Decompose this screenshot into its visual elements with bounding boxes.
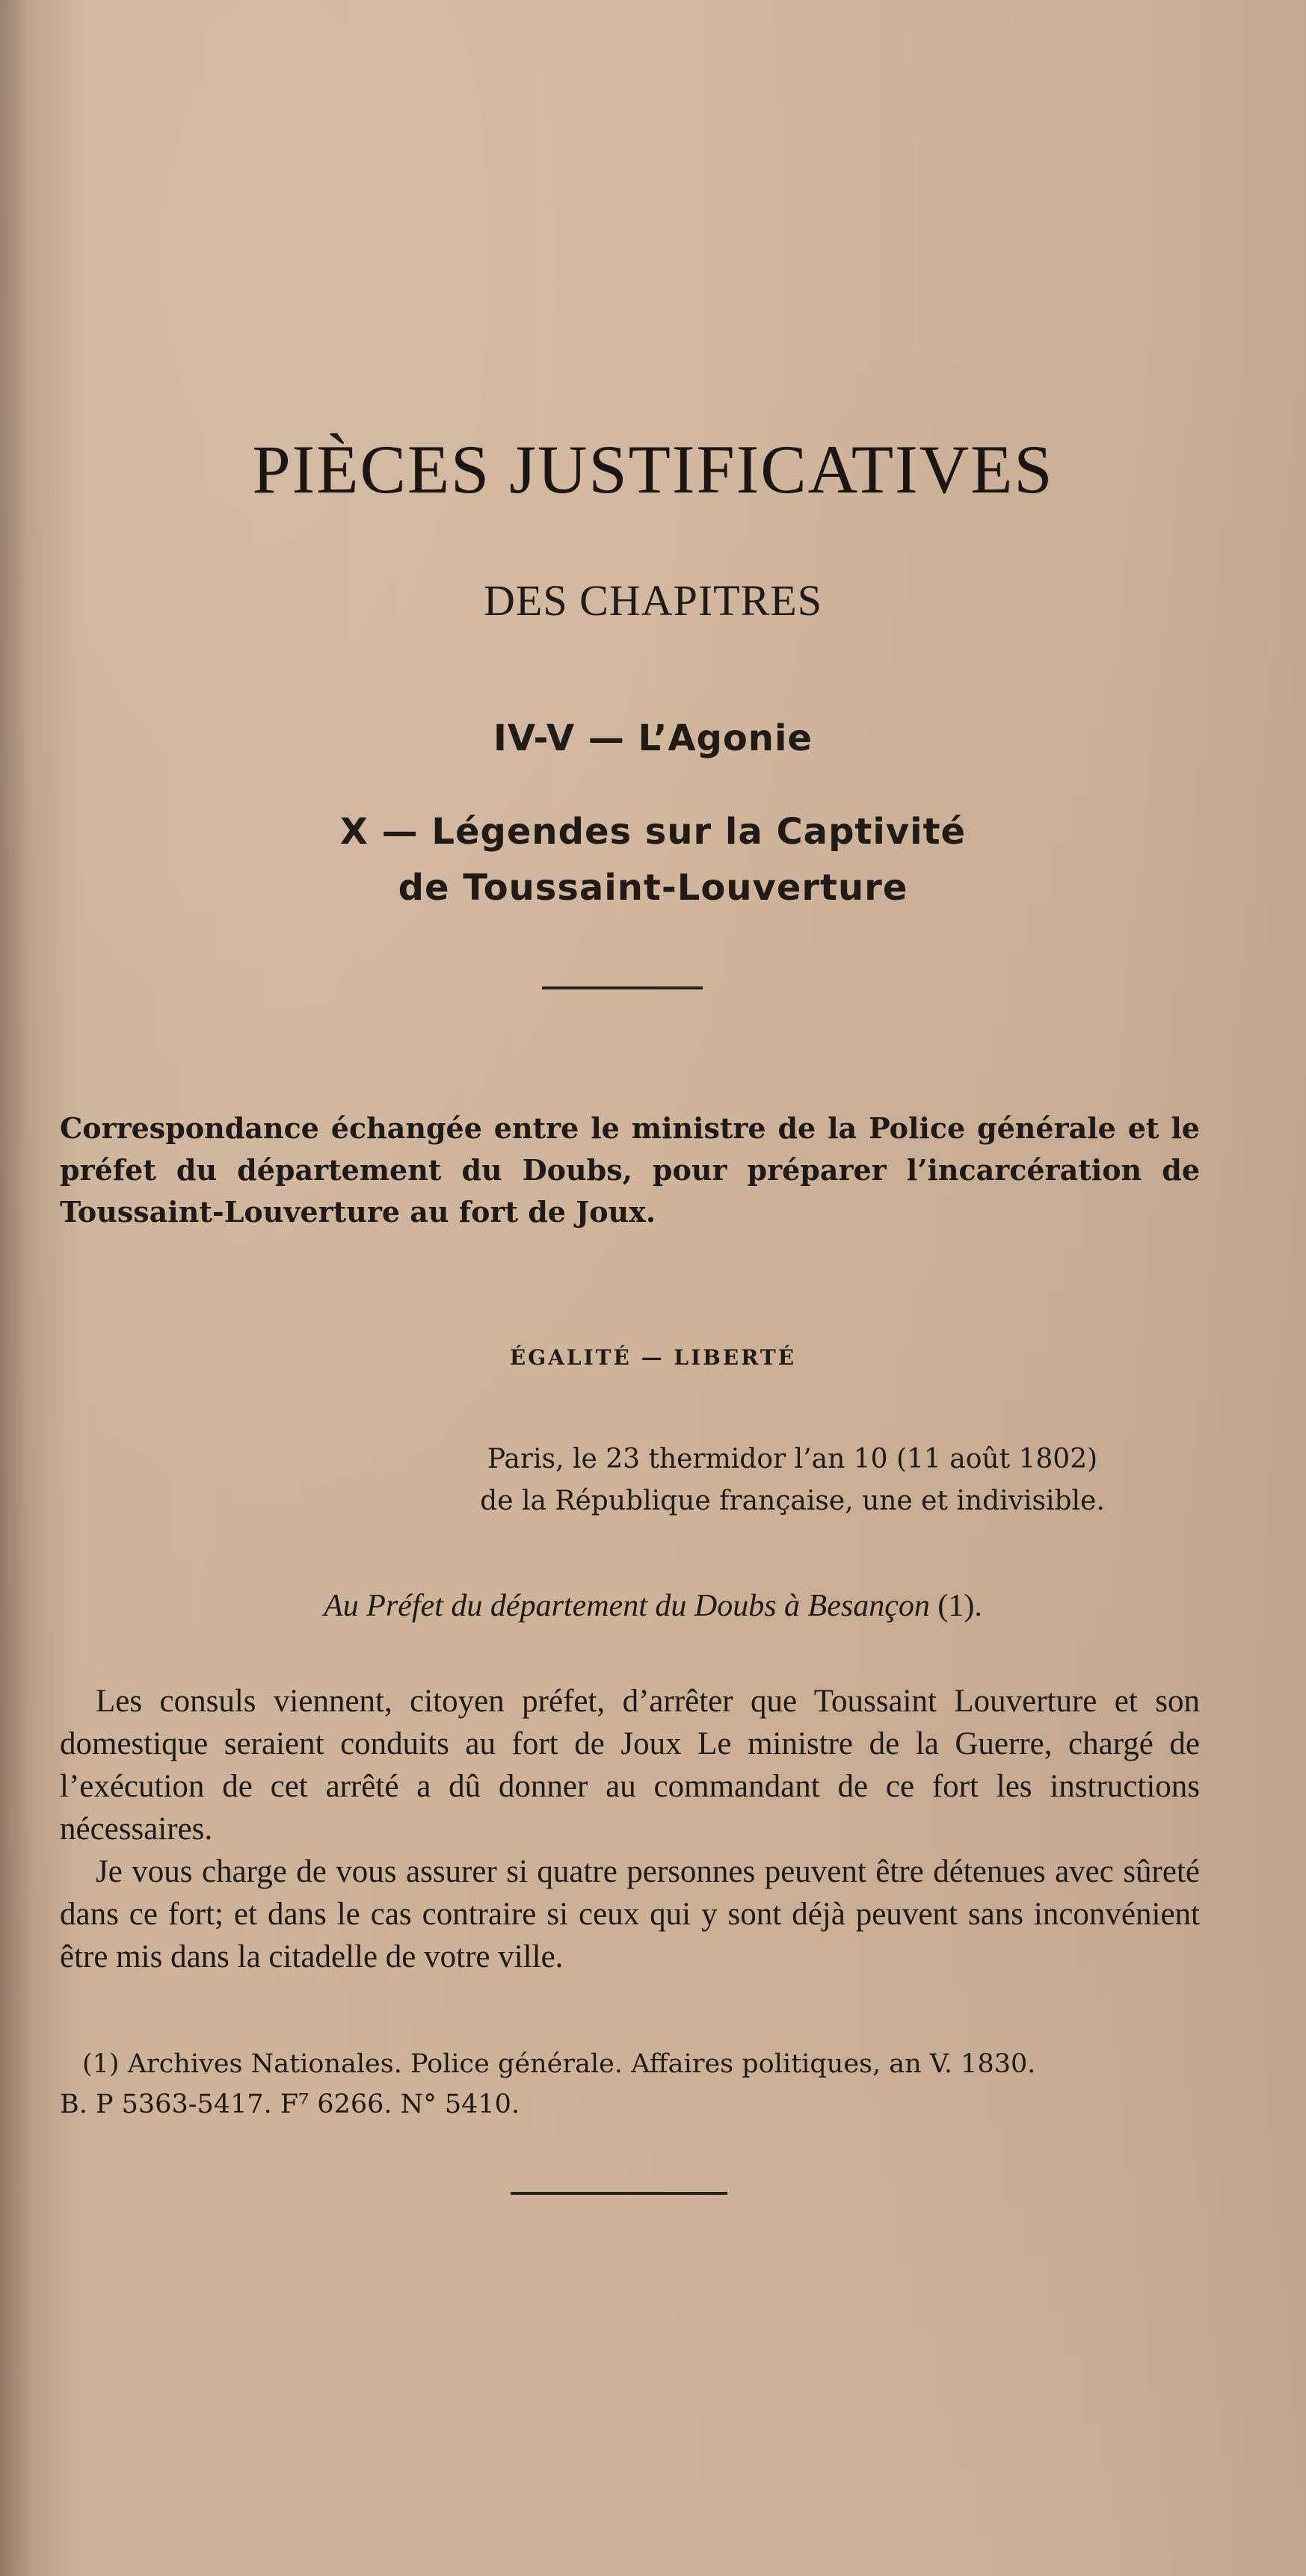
body-paragraph: Je vous charge de vous assurer si quatre personnes peuvent être détenues avec sûreté dans ce fort; et dans le cas contraire si ceux qui y sont déjà peuvent sans inconvénient être mis dans la citadelle de votre ville.	[60, 1854, 1200, 1974]
section-divider	[542, 986, 703, 989]
footnote-reference: (1).	[937, 1589, 982, 1623]
page-subtitle: DES CHAPITRES	[484, 576, 822, 625]
addressee-text: Au Préfet du département du Doubs à Besançon	[324, 1589, 930, 1623]
document-heading: Correspondance échangée entre le ministre de la Police générale et le préfet du département du Doubs, pour préparer l’incarcération de Toussaint-Louverture au fort de Joux.	[60, 1111, 1200, 1229]
footnote	[60, 2044, 1200, 2125]
chapter-heading-x: X — Légendes sur la Captivité	[339, 811, 967, 853]
motto: ÉGALITÉ — LIBERTÉ	[509, 1345, 797, 1370]
footnote-line1: (1) Archives Nationales. Police générale. Affaires politiques, an V. 1830.	[82, 2049, 1036, 2079]
footnote-line2: B. P 5363-5417. F⁷ 6266. N° 5410.	[60, 2089, 520, 2119]
body-paragraph: Les consuls viennent, citoyen préfet, d’arrêter que Toussaint Louverture et son domestique seraient conduits au fort de Joux Le ministre de la Guerre, chargé de l’exécution de cet arrêté a dû donner au commandant de ce fort les instructions nécessaires.	[60, 1684, 1200, 1847]
chapter-heading-x-line2: de Toussaint-Louverture	[398, 867, 908, 909]
dateline	[389, 1439, 1196, 1522]
dateline-line1: Paris, le 23 thermidor l’an 10 (11 août 1802)	[487, 1444, 1098, 1474]
end-divider	[511, 2192, 727, 2195]
letter-addressee	[0, 1588, 1306, 1624]
dateline-line2: de la République française, une et indivisible.	[480, 1486, 1105, 1516]
chapter-heading-iv-v: IV-V — L’Agonie	[493, 717, 813, 759]
letter-body	[60, 1680, 1200, 1978]
page-title: PIÈCES JUSTIFICATIVES	[252, 431, 1054, 507]
